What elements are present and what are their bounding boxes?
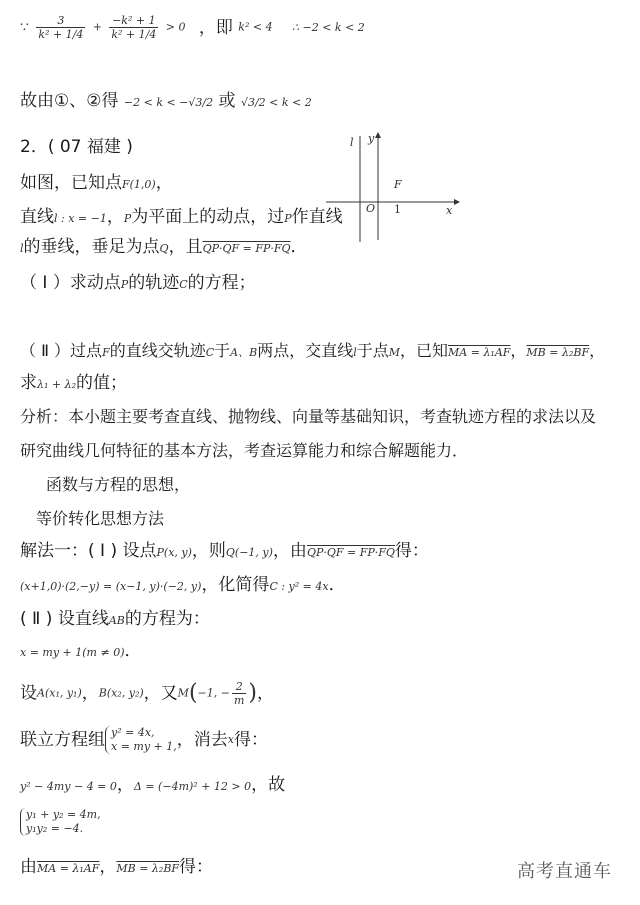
analysis-line-4: 等价转化思想方法 [36,509,165,528]
because-symbol: ∵ [20,19,29,36]
problem-line-1: 如图，已知点F(1,0)， [20,173,173,193]
fraction-1: $\frac{3}{\text{k² + 1/4}}$ [38,14,84,41]
problem-title: 2．( 07 福建 ) [20,137,133,157]
y-axis-arrow [375,132,381,138]
solution-line-8 [20,808,101,836]
coordinate-figure [326,132,466,244]
equation-system-2: y₁ + y₂ = 4m, y₁y₂ = −4. [20,808,101,836]
label-l: l [350,136,354,149]
solution-line-5: 设A(x₁, y₁)，B(x₂, y₂)，又M(−1, − $\frac{2}{m}$ )， [20,680,274,707]
label-1: 1 [394,203,401,216]
watermark: 高考直通车 [517,861,612,882]
fraction-2-over-m: $\frac{2}{m}$ [233,680,245,707]
x-axis-arrow [454,199,460,205]
solution-line-2: (x+1,0)·(2,−y) = (x−1, y)·(−2, y)，化简得C : y² = 4x． [20,575,346,595]
label-O: O [366,202,376,215]
solution-line-3: ( Ⅱ ) 设直线AB的方程为： [20,609,210,629]
label-x: x [446,204,453,217]
equation-system-1: y² = 4x, x = my + 1, [105,726,177,754]
inequality-line: ∵ $\frac{3}{\text{k² + 1/4}}$ + $\frac{\text{−k² + 1}}{\text{k² + 1/4}}$ > 0 ，即 k² < 4 ∴ −2 < k < 2 [20,14,365,41]
problem-line-2: 直线l : x = −1，P为平面上的动点，过P作直线 [20,207,343,227]
problem-line-3: l的垂线，垂足为点Q，且QP·QF = FP·FQ． [20,237,308,257]
analysis-line-3: 函数与方程的思想， [46,475,191,494]
label-F: F [394,178,402,191]
solution-line-6: 联立方程组 y² = 4x, x = my + 1, ，消去x得： [20,726,268,753]
question-2: （ Ⅱ ）过点F的直线交轨迹C于A、B两点，交直线l于点M，已知MA = λ₁AF，MB = λ₂BF， [20,341,606,360]
conclusion-line: 故由①、②得 −2 < k < −√3/2 或 √3/2 < k < 2 [20,91,312,111]
solution-line-7: y² − 4my − 4 = 0，Δ = (−4m)² + 12 > 0，故 [20,775,286,795]
solution-line-9: 由MA = λ₁AF，MB = λ₂BF得： [20,857,214,877]
analysis-line-2: 研究曲线几何特征的基本方法，考查运算能力和综合解题能力． [20,441,469,460]
label-y: y [368,132,375,145]
question-1: （ Ⅰ ）求动点P的轨迹C的方程； [20,273,256,293]
solution-line-1: 解法一：( Ⅰ ) 设点P(x, y)，则Q(−1, y)，由QP·QF = FP·FQ得： [20,541,429,561]
fraction-2: $\frac{\text{−k² + 1}}{\text{k² + 1/4}}$ [111,14,157,41]
question-2-part-b: 求λ₁ + λ₂的值； [20,373,127,393]
analysis-line-1: 分析：本小题主要考查直线、抛物线、向量等基础知识，考查轨迹方程的求法以及 [20,407,597,426]
solution-line-4: x = my + 1(m ≠ 0)． [20,641,142,661]
